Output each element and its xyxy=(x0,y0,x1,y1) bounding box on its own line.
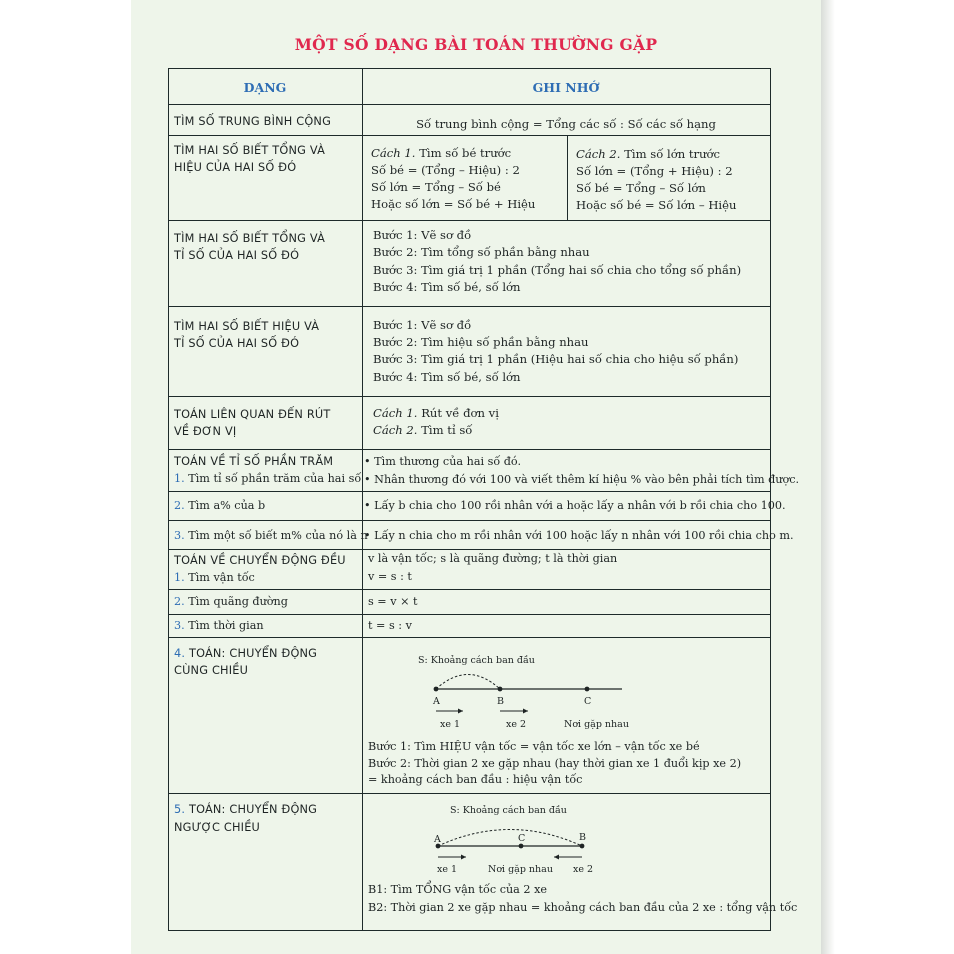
same-dir-label-c: C xyxy=(584,696,592,707)
same-dir-step: = khoảng cách ban đầu : hiệu vận tốc xyxy=(368,773,583,786)
diff-ratio-step: Bước 1: Vẽ sơ đồ xyxy=(373,318,472,332)
opposite-dir-type-line2: NGƯỢC CHIỀU xyxy=(174,821,261,834)
same-dir-distance-arc xyxy=(436,675,500,690)
same-dir-s-label: S: Khoảng cách ban đầu xyxy=(418,655,535,666)
average-type: TÌM SỐ TRUNG BÌNH CỘNG xyxy=(174,115,332,128)
opposite-dir-step: B2: Thời gian 2 xe gặp nhau = khoảng cách ban đầu của 2 xe : tổng vận tốc xyxy=(368,901,798,914)
diff-ratio-type-line2: TỈ SỐ CỦA HAI SỐ ĐÓ xyxy=(174,337,300,350)
sum-diff-method1-line: Hoặc số lớn = Số bé + Hiệu xyxy=(371,197,536,211)
sum-diff-method2-title: Cách 2. Tìm số lớn trước xyxy=(576,147,721,161)
same-direction-diagram xyxy=(400,650,640,734)
same-dir-point-b xyxy=(498,687,503,692)
same-dir-car1-label: xe 1 xyxy=(440,719,461,730)
sum-ratio-type-line1: TÌM HAI SỐ BIẾT TỔNG VÀ xyxy=(174,232,326,245)
sum-ratio-step: Bước 4: Tìm số bé, số lớn xyxy=(373,280,521,294)
sum-diff-type-line1: TÌM HAI SỐ BIẾT TỔNG VÀ xyxy=(174,144,326,157)
motion-legend: v là vận tốc; s là quãng đường; t là thời gian xyxy=(368,552,618,565)
motion-item-3: 3. Tìm thời gian xyxy=(174,619,264,632)
diff-ratio-type-line1: TÌM HAI SỐ BIẾT HIỆU VÀ xyxy=(174,320,320,333)
opposite-dir-point-b xyxy=(580,844,585,849)
motion-item-2: 2. Tìm quãng đường xyxy=(174,595,288,608)
opposite-dir-label-a: A xyxy=(434,834,441,845)
same-dir-label-b: B xyxy=(497,696,504,707)
same-dir-point-c xyxy=(585,687,590,692)
same-dir-meet-label: Nơi gặp nhau xyxy=(564,719,629,730)
sum-diff-type-line2: HIỆU CỦA HAI SỐ ĐÓ xyxy=(174,161,297,174)
sum-ratio-step: Bước 2: Tìm tổng số phần bằng nhau xyxy=(373,245,590,259)
unit-method1: Cách 1. Rút về đơn vị xyxy=(373,406,499,420)
opposite-dir-label-c: C xyxy=(518,833,526,844)
opposite-dir-s-label: S: Khoảng cách ban đầu xyxy=(450,805,567,816)
same-dir-point-a xyxy=(434,687,439,692)
motion-item-1: 1. Tìm vận tốc xyxy=(174,571,255,584)
diff-ratio-step: Bước 3: Tìm giá trị 1 phần (Hiệu hai số chia cho hiệu số phần) xyxy=(373,352,739,366)
opposite-dir-label-b: B xyxy=(579,832,586,843)
motion-formula-distance: s = v × t xyxy=(368,595,418,608)
same-dir-type-line1: 4. TOÁN: CHUYỂN ĐỘNG xyxy=(174,647,318,660)
opposite-dir-meet-label: Nơi gặp nhau xyxy=(488,864,553,875)
opposite-dir-type-line1: 5. TOÁN: CHUYỂN ĐỘNG xyxy=(174,803,318,816)
sum-diff-method1-title: Cách 1. Tìm số bé trước xyxy=(371,146,512,160)
unit-type-line1: TOÁN LIÊN QUAN ĐẾN RÚT xyxy=(174,408,331,421)
percent-note: • Lấy n chia cho m rồi nhân với 100 hoặc lấy n nhân với 100 rồi chia cho m. xyxy=(364,529,794,542)
diff-ratio-step: Bước 4: Tìm số bé, số lớn xyxy=(373,370,521,384)
sum-ratio-step: Bước 1: Vẽ sơ đồ xyxy=(373,228,472,242)
opposite-dir-distance-arc xyxy=(438,830,582,847)
header-col-type: DẠNG xyxy=(243,80,287,95)
motion-heading: TOÁN VỀ CHUYỂN ĐỘNG ĐỀU xyxy=(174,554,346,567)
sum-diff-method1-line: Số bé = (Tổng – Hiệu) : 2 xyxy=(371,163,520,177)
percent-heading: TOÁN VỀ TỈ SỐ PHẦN TRĂM xyxy=(174,455,334,468)
motion-formula-velocity: v = s : t xyxy=(368,570,412,583)
opposite-dir-step: B1: Tìm TỔNG vận tốc của 2 xe xyxy=(368,883,547,896)
header-col-notes: GHI NHỚ xyxy=(532,80,600,95)
opposite-dir-point-c xyxy=(519,844,524,849)
unit-method2: Cách 2. Tìm tỉ số xyxy=(373,423,473,437)
motion-formula-time: t = s : v xyxy=(368,619,412,632)
unit-type-line2: VỀ ĐƠN VỊ xyxy=(174,425,237,438)
page-edge xyxy=(821,0,835,954)
same-dir-label-a: A xyxy=(433,696,440,707)
same-dir-type-line2: CÙNG CHIỀU xyxy=(174,664,249,677)
sum-diff-method2-line: Số lớn = (Tổng + Hiệu) : 2 xyxy=(576,164,733,178)
page-title: MỘT SỐ DẠNG BÀI TOÁN THƯỜNG GẶP xyxy=(294,35,658,54)
diff-ratio-step: Bước 2: Tìm hiệu số phần bằng nhau xyxy=(373,335,589,349)
sum-diff-method1-line: Số lớn = Tổng – Số bé xyxy=(371,180,501,194)
sum-ratio-type-line2: TỈ SỐ CỦA HAI SỐ ĐÓ xyxy=(174,249,300,262)
percent-note: • Tìm thương của hai số đó. xyxy=(364,455,522,468)
sum-diff-method2-line: Hoặc số bé = Số lớn – Hiệu xyxy=(576,198,737,212)
same-dir-car2-label: xe 2 xyxy=(506,719,527,730)
percent-note: • Lấy b chia cho 100 rồi nhân với a hoặc lấy a nhân với b rồi chia cho 100. xyxy=(364,499,786,512)
opposite-dir-car2-label: xe 2 xyxy=(573,864,594,875)
opposite-direction-diagram xyxy=(420,797,620,881)
percent-item-2: 2. Tìm a% của b xyxy=(174,499,266,512)
same-dir-step: Bước 2: Thời gian 2 xe gặp nhau (hay thời gian xe 1 đuổi kịp xe 2) xyxy=(368,757,742,770)
opposite-dir-car1-label: xe 1 xyxy=(437,864,458,875)
percent-item-3: 3. Tìm một số biết m% của nó là n xyxy=(174,529,368,542)
average-note: Số trung bình cộng = Tổng các số : Số các số hạng xyxy=(416,117,716,131)
percent-note: • Nhân thương đó với 100 và viết thêm kí hiệu % vào bên phải tích tìm được. xyxy=(364,473,800,486)
same-dir-step: Bước 1: Tìm HIỆU vận tốc = vận tốc xe lớn – vận tốc xe bé xyxy=(368,740,700,753)
sum-diff-method2-line: Số bé = Tổng – Số lớn xyxy=(576,181,706,195)
sum-ratio-step: Bước 3: Tìm giá trị 1 phần (Tổng hai số chia cho tổng số phần) xyxy=(373,263,742,277)
percent-item-1: 1. Tìm tỉ số phần trăm của hai số xyxy=(174,472,362,485)
